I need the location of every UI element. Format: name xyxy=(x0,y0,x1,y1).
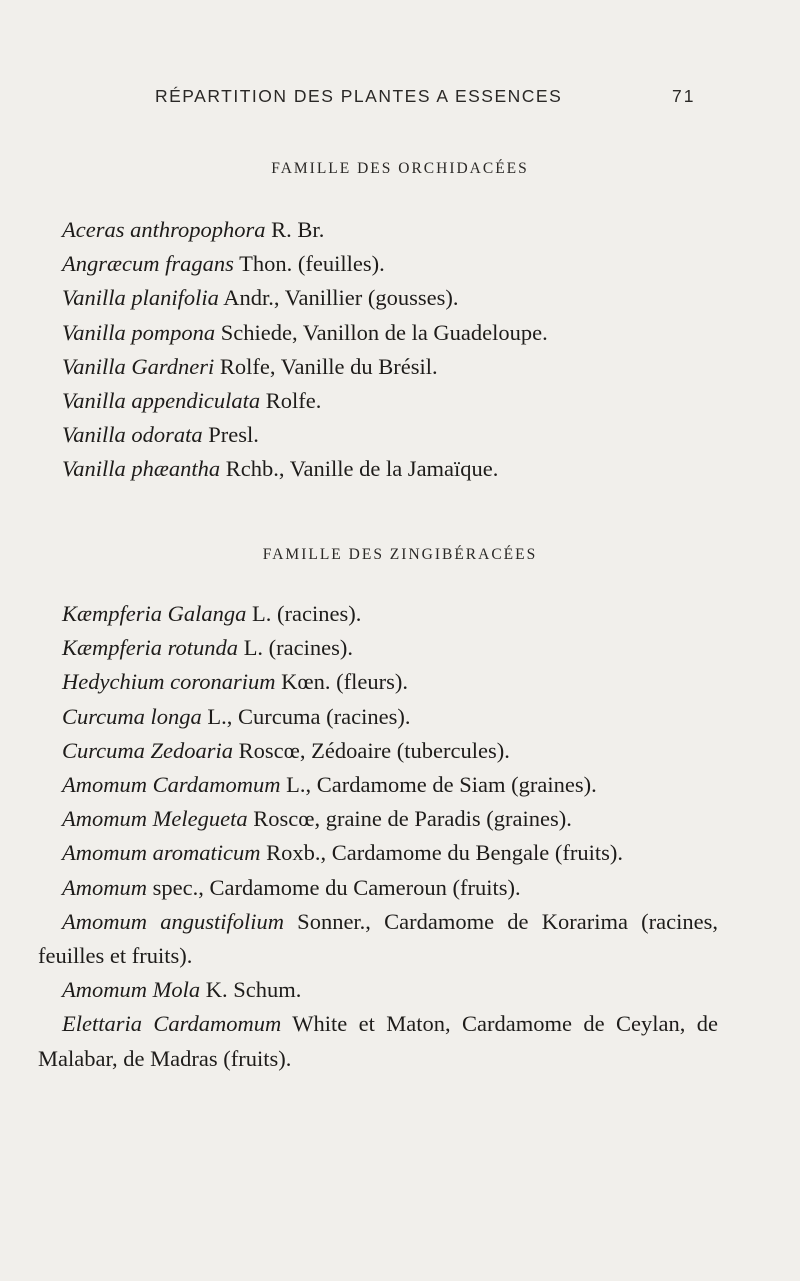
list-item xyxy=(38,418,718,452)
list-item xyxy=(38,905,718,973)
entry-detail: L. (racines). xyxy=(238,635,354,661)
species-name: Kæmpferia Galanga xyxy=(62,601,247,626)
species-name: Amomum angustifolium xyxy=(62,908,284,934)
species-name: Amomum aromaticum xyxy=(62,840,261,866)
entry-detail: spec., Cardamome du Cameroun (fruits). xyxy=(147,874,521,900)
entry-detail: Thon. (feuilles). xyxy=(233,251,385,277)
list-item xyxy=(38,871,718,905)
species-name: Elettaria Cardamomum xyxy=(62,1011,282,1037)
list-item xyxy=(38,316,718,350)
entry-detail: L. (racines). xyxy=(246,601,362,626)
list-item xyxy=(38,802,718,836)
entry-detail: Rolfe. xyxy=(260,388,322,414)
list-item xyxy=(38,768,718,802)
entry-detail: Roscœ, Zédoaire (tubercules). xyxy=(233,737,510,763)
species-name: Amomum Mola xyxy=(62,977,201,1003)
species-name: Curcuma longa xyxy=(62,703,202,729)
list-item xyxy=(38,1007,718,1075)
list-item xyxy=(38,631,718,665)
species-name: Kæmpferia rotunda xyxy=(62,635,239,661)
entry-detail: L., Cardamome de Siam (graines). xyxy=(280,772,597,798)
species-name: Vanilla odorata xyxy=(62,422,203,448)
entry-detail: L., Curcuma (racines). xyxy=(201,703,411,729)
species-name: Hedychium coronarium xyxy=(62,669,276,695)
species-name: Amomum Cardamomum xyxy=(62,772,281,798)
species-list-orchidacees xyxy=(38,213,718,487)
list-item xyxy=(38,597,718,631)
entry-detail: Presl. xyxy=(202,422,259,448)
list-item xyxy=(38,700,718,734)
species-name: Amomum Melegueta xyxy=(62,806,248,832)
species-name: Vanilla appendiculata xyxy=(62,388,261,414)
entry-detail: K. Schum. xyxy=(200,977,302,1003)
list-item xyxy=(38,247,718,281)
entry-detail: Rchb., Vanille de la Jamaïque. xyxy=(220,456,499,482)
species-name: Amomum xyxy=(62,874,147,900)
species-name: Curcuma Zedoaria xyxy=(62,737,234,763)
species-name: Vanilla phæantha xyxy=(62,456,221,482)
species-list-zingiberacees xyxy=(38,597,718,1076)
section-heading-zingiberacees: FAMILLE DES ZINGIBÉRACÉES xyxy=(262,546,538,563)
list-item xyxy=(38,734,718,768)
running-title: RÉPARTITION DES PLANTES A ESSENCES xyxy=(155,86,563,106)
entry-detail: White et Maton, Cardamome de Ceylan, de Malabar, de Madras (fruits). xyxy=(38,1011,719,1071)
list-item xyxy=(38,384,718,418)
species-name: Aceras anthropophora xyxy=(62,217,266,242)
entry-detail: Andr., Vanillier (gousses). xyxy=(218,285,459,311)
list-item xyxy=(38,836,718,870)
list-item xyxy=(38,281,718,315)
entry-detail: Rolfe, Vanille du Brésil. xyxy=(214,353,438,379)
list-item xyxy=(38,350,718,384)
list-item xyxy=(38,973,718,1007)
species-name: Angræcum fragans xyxy=(62,251,234,277)
species-name: Vanilla Gardneri xyxy=(62,353,215,379)
entry-detail: Sonner., Cardamome de Korarima (racines, feuilles et fruits). xyxy=(38,908,718,969)
running-header xyxy=(0,86,800,110)
section-heading-orchidacees: FAMILLE DES ORCHIDACÉES xyxy=(271,160,529,177)
page-number: 71 xyxy=(672,86,696,106)
entry-detail: R. Br. xyxy=(265,217,325,242)
list-item xyxy=(38,452,718,486)
entry-detail: Kœn. (fleurs). xyxy=(275,669,408,695)
entry-detail: Roscœ, graine de Paradis (graines). xyxy=(247,806,572,832)
entry-detail: Schiede, Vanillon de la Guadeloupe. xyxy=(215,319,548,345)
species-name: Vanilla planifolia xyxy=(62,285,219,311)
entry-detail: Roxb., Cardamome du Bengale (fruits). xyxy=(260,840,623,866)
list-item xyxy=(38,665,718,699)
species-name: Vanilla pompona xyxy=(62,319,216,345)
list-item xyxy=(38,213,718,247)
